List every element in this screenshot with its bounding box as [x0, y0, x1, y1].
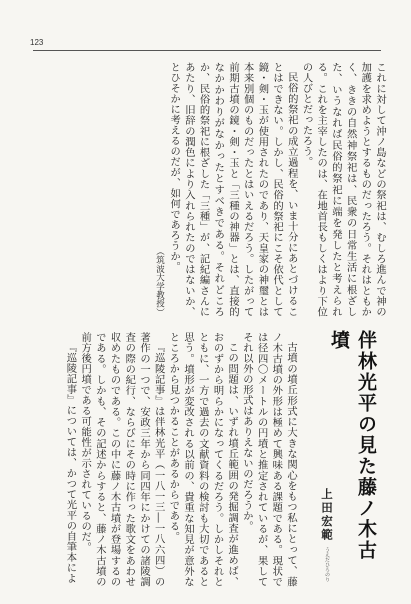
- author-name: 上田宏範: [320, 487, 334, 542]
- paragraph: 『巡陵記事』は伴林光平（一八一三―一八六四）の著作の一つで、安政三年から同四年にかけての諸陵調査の際の紀行、ならびにその時に作った歌文をあわせ収めたものである。この中に藤ノ木古墳が登場するのである。しかも、その記述からすると、藤ノ木古墳の前方後円墳である可能性が示されているのだ。: [79, 332, 165, 587]
- paragraph: この問題は、いずれ墳丘範囲の発掘調査が進めば、おのずから明らかになってくるだろう。しかしそれとともに、一方で過去の文献資料の検討も大切であると思う。墳形が変改される以前の、貴重な知見が意外なところから見つかることがあるからである。: [167, 332, 239, 587]
- continuation-text: [30, 62, 387, 317]
- paragraph: 民俗的祭祀の成立過程を、いま十分にあとづけることはできない。しかし、民俗的祭祀にこそ依代として鏡・剣・玉が使用されたのであり、天皇家の神璽とは本来別個のものだったとはいえるだろう。したがって前期古墳の鏡・剣・玉と「三種の神器」とは、直接的なかかわりがなかったとすべきである。それどころか、民俗的祭祀に根ざした「三種」が、記紀編さんにあたり、旧辞の潤色により入れられたのではないか、とひそかに考えるのだが、如何であろうか。: [168, 62, 298, 317]
- paragraph: これに対して沖ノ島などの祭祀は、むしろ進んで神の加護を求めようとするものだったろう。それはともかく、ききの自然神祭祀は、民衆の日常生活に根ざした、いうなれば民俗的祭祀に端を発したと考えられる。これを主宰したのは、在地首長もしくはより下位の人びとだったろう。: [300, 62, 386, 317]
- header-rule: [33, 50, 381, 51]
- author-ruby: うえだひろのり: [324, 547, 330, 582]
- paragraph: 古墳の墳丘形式に大きな関心をもつ私にとって、藤ノ木古墳の外形は極めて興味ある課題である。現状では径四〇メートルの円墳と推定されているが、果してそれ以外の形式はありえないのだろうか。: [240, 332, 297, 587]
- page-number: 123: [30, 38, 44, 47]
- paragraph: 『巡陵記事』については、かつて光平の自筆本によ: [64, 342, 77, 584]
- author-affiliation: （筑波大学教授）: [154, 247, 165, 317]
- author-byline: [318, 482, 337, 582]
- article-title: 伴林光平の見た藤ノ木古墳: [328, 330, 377, 561]
- article-body: [30, 332, 298, 587]
